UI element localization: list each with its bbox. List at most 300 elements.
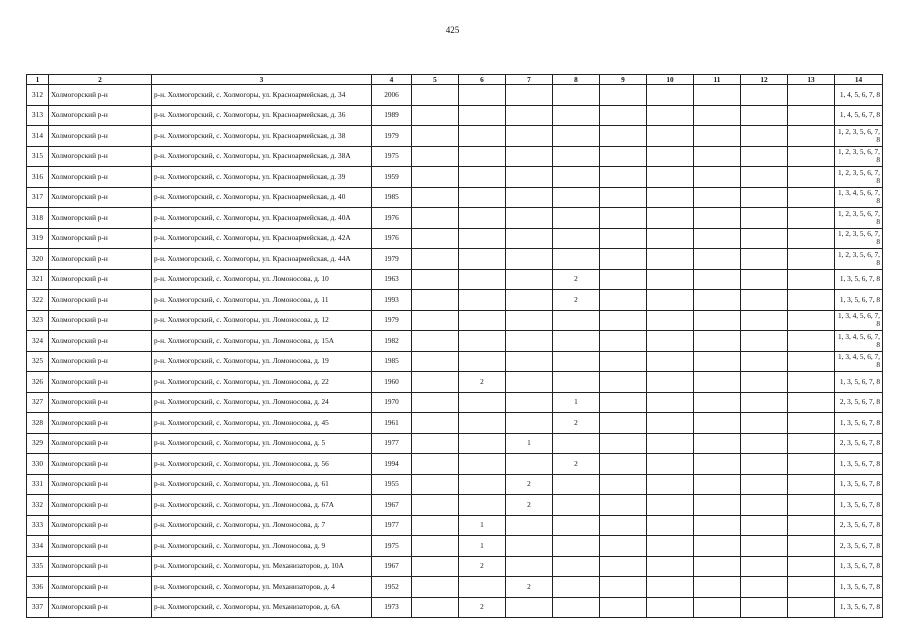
col-8-cell: [553, 495, 600, 516]
year-built-cell: 1979: [372, 126, 412, 147]
col-12-cell: [741, 290, 788, 311]
table-row: [27, 167, 883, 188]
col-11-cell: [694, 433, 741, 454]
col-5-cell: [412, 577, 459, 598]
year-built-cell: 1975: [372, 536, 412, 557]
col-7-cell: [506, 146, 553, 167]
address-cell: р-н. Холмогорский, с. Холмогоры, ул. Красноармейская, д. 34: [152, 85, 372, 106]
col-7-cell: [506, 269, 553, 290]
district-cell: Холмогорский р-н: [49, 208, 152, 229]
col-6-cell: 2: [459, 597, 506, 618]
column-header-9: 9: [600, 75, 647, 85]
col-10-cell: [647, 454, 694, 475]
col-10-cell: [647, 433, 694, 454]
year-built-cell: 1989: [372, 105, 412, 126]
col-9-cell: [600, 372, 647, 393]
col-5-cell: [412, 228, 459, 249]
col-12-cell: [741, 454, 788, 475]
district-cell: Холмогорский р-н: [49, 167, 152, 188]
col-12-cell: [741, 474, 788, 495]
table-row: [27, 269, 883, 290]
col-9-cell: [600, 351, 647, 372]
col-7-cell: [506, 228, 553, 249]
col-13-cell: [788, 269, 835, 290]
col-5-cell: [412, 433, 459, 454]
criteria-list-cell: 1, 3, 4, 5, 6, 7, 8: [835, 331, 883, 352]
col-5-cell: [412, 597, 459, 618]
year-built-cell: 1993: [372, 290, 412, 311]
row-number-cell: 317: [27, 187, 49, 208]
address-cell: р-н. Холмогорский, с. Холмогоры, ул. Механизаторов, д. 6А: [152, 597, 372, 618]
col-8-cell: [553, 474, 600, 495]
col-5-cell: [412, 413, 459, 434]
col-7-cell: [506, 105, 553, 126]
column-header-11: 11: [694, 75, 741, 85]
col-11-cell: [694, 249, 741, 270]
col-12-cell: [741, 433, 788, 454]
criteria-list-cell: 1, 3, 5, 6, 7, 8: [835, 269, 883, 290]
col-12-cell: [741, 495, 788, 516]
col-12-cell: [741, 372, 788, 393]
col-7-cell: [506, 85, 553, 106]
col-6-cell: [459, 474, 506, 495]
col-13-cell: [788, 556, 835, 577]
col-13-cell: [788, 392, 835, 413]
table-row: [27, 392, 883, 413]
row-number-cell: 319: [27, 228, 49, 249]
col-6-cell: [459, 105, 506, 126]
year-built-cell: 1975: [372, 146, 412, 167]
col-9-cell: [600, 167, 647, 188]
district-cell: Холмогорский р-н: [49, 474, 152, 495]
col-10-cell: [647, 105, 694, 126]
col-7-cell: [506, 413, 553, 434]
col-13-cell: [788, 495, 835, 516]
col-5-cell: [412, 351, 459, 372]
col-11-cell: [694, 536, 741, 557]
col-12-cell: [741, 515, 788, 536]
address-cell: р-н. Холмогорский, с. Холмогоры, ул. Ломоносова, д. 5: [152, 433, 372, 454]
col-6-cell: [459, 228, 506, 249]
address-cell: р-н. Холмогорский, с. Холмогоры, ул. Механизаторов, д. 10А: [152, 556, 372, 577]
col-13-cell: [788, 228, 835, 249]
column-header-10: 10: [647, 75, 694, 85]
col-5-cell: [412, 249, 459, 270]
col-11-cell: [694, 577, 741, 598]
address-cell: р-н. Холмогорский, с. Холмогоры, ул. Ломоносова, д. 10: [152, 269, 372, 290]
col-9-cell: [600, 597, 647, 618]
address-cell: р-н. Холмогорский, с. Холмогоры, ул. Ломоносова, д. 24: [152, 392, 372, 413]
district-cell: Холмогорский р-н: [49, 310, 152, 331]
col-11-cell: [694, 413, 741, 434]
criteria-list-cell: 1, 3, 5, 6, 7, 8: [835, 495, 883, 516]
row-number-cell: 316: [27, 167, 49, 188]
col-10-cell: [647, 556, 694, 577]
col-8-cell: [553, 208, 600, 229]
address-cell: р-н. Холмогорский, с. Холмогоры, ул. Красноармейская, д. 38А: [152, 146, 372, 167]
col-8-cell: [553, 433, 600, 454]
col-13-cell: [788, 577, 835, 598]
table-row: [27, 331, 883, 352]
col-6-cell: [459, 310, 506, 331]
col-5-cell: [412, 495, 459, 516]
district-cell: Холмогорский р-н: [49, 187, 152, 208]
table-row: [27, 556, 883, 577]
col-10-cell: [647, 515, 694, 536]
criteria-list-cell: 1, 3, 5, 6, 7, 8: [835, 556, 883, 577]
col-12-cell: [741, 228, 788, 249]
row-number-cell: 325: [27, 351, 49, 372]
col-13-cell: [788, 167, 835, 188]
col-12-cell: [741, 85, 788, 106]
col-10-cell: [647, 85, 694, 106]
col-5-cell: [412, 126, 459, 147]
col-6-cell: [459, 290, 506, 311]
col-8-cell: [553, 187, 600, 208]
col-11-cell: [694, 105, 741, 126]
column-header-14: 14: [835, 75, 883, 85]
col-7-cell: [506, 208, 553, 229]
col-5-cell: [412, 474, 459, 495]
col-7-cell: [506, 454, 553, 475]
col-8-cell: [553, 577, 600, 598]
district-cell: Холмогорский р-н: [49, 392, 152, 413]
row-number-cell: 324: [27, 331, 49, 352]
col-11-cell: [694, 126, 741, 147]
address-cell: р-н. Холмогорский, с. Холмогоры, ул. Ломоносова, д. 9: [152, 536, 372, 557]
col-8-cell: [553, 536, 600, 557]
col-9-cell: [600, 577, 647, 598]
col-6-cell: [459, 208, 506, 229]
col-10-cell: [647, 536, 694, 557]
table-row: [27, 290, 883, 311]
col-11-cell: [694, 372, 741, 393]
row-number-cell: 314: [27, 126, 49, 147]
col-11-cell: [694, 351, 741, 372]
col-13-cell: [788, 597, 835, 618]
col-5-cell: [412, 290, 459, 311]
table-row: [27, 105, 883, 126]
table-row: [27, 126, 883, 147]
page-number: 425: [445, 25, 460, 35]
criteria-list-cell: 1, 3, 5, 6, 7, 8: [835, 413, 883, 434]
col-6-cell: [459, 126, 506, 147]
criteria-list-cell: 1, 3, 5, 6, 7, 8: [835, 290, 883, 311]
col-9-cell: [600, 269, 647, 290]
col-5-cell: [412, 187, 459, 208]
col-6-cell: 2: [459, 556, 506, 577]
table-row: [27, 536, 883, 557]
col-9-cell: [600, 290, 647, 311]
address-cell: р-н. Холмогорский, с. Холмогоры, ул. Ломоносова, д. 56: [152, 454, 372, 475]
col-8-cell: [553, 597, 600, 618]
row-number-cell: 331: [27, 474, 49, 495]
table-body: [27, 85, 883, 618]
table-row: [27, 577, 883, 598]
district-cell: Холмогорский р-н: [49, 126, 152, 147]
criteria-list-cell: 1, 2, 3, 5, 6, 7, 8: [835, 249, 883, 270]
col-6-cell: 2: [459, 372, 506, 393]
col-6-cell: [459, 85, 506, 106]
col-10-cell: [647, 187, 694, 208]
col-8-cell: [553, 310, 600, 331]
col-11-cell: [694, 556, 741, 577]
col-9-cell: [600, 105, 647, 126]
row-number-cell: 315: [27, 146, 49, 167]
col-9-cell: [600, 249, 647, 270]
row-number-cell: 320: [27, 249, 49, 270]
col-13-cell: [788, 474, 835, 495]
col-9-cell: [600, 146, 647, 167]
col-5-cell: [412, 454, 459, 475]
criteria-list-cell: 1, 2, 3, 5, 6, 7, 8: [835, 228, 883, 249]
criteria-list-cell: 1, 4, 5, 6, 7, 8: [835, 85, 883, 106]
col-12-cell: [741, 146, 788, 167]
row-number-cell: 330: [27, 454, 49, 475]
col-10-cell: [647, 495, 694, 516]
year-built-cell: 1960: [372, 372, 412, 393]
col-8-cell: [553, 372, 600, 393]
criteria-list-cell: 1, 3, 5, 6, 7, 8: [835, 474, 883, 495]
address-cell: р-н. Холмогорский, с. Холмогоры, ул. Красноармейская, д. 44А: [152, 249, 372, 270]
col-10-cell: [647, 392, 694, 413]
address-cell: р-н. Холмогорский, с. Холмогоры, ул. Ломоносова, д. 61: [152, 474, 372, 495]
row-number-cell: 328: [27, 413, 49, 434]
col-9-cell: [600, 413, 647, 434]
col-11-cell: [694, 310, 741, 331]
col-13-cell: [788, 187, 835, 208]
col-11-cell: [694, 187, 741, 208]
col-7-cell: [506, 556, 553, 577]
col-9-cell: [600, 331, 647, 352]
col-9-cell: [600, 495, 647, 516]
criteria-list-cell: 2, 3, 5, 6, 7, 8: [835, 392, 883, 413]
district-cell: Холмогорский р-н: [49, 577, 152, 598]
column-header-12: 12: [741, 75, 788, 85]
col-9-cell: [600, 187, 647, 208]
year-built-cell: 1977: [372, 515, 412, 536]
district-cell: Холмогорский р-н: [49, 433, 152, 454]
criteria-list-cell: 2, 3, 5, 6, 7, 8: [835, 536, 883, 557]
col-13-cell: [788, 351, 835, 372]
col-5-cell: [412, 392, 459, 413]
col-13-cell: [788, 126, 835, 147]
table-row: [27, 433, 883, 454]
col-10-cell: [647, 290, 694, 311]
column-header-2: 2: [49, 75, 152, 85]
col-8-cell: [553, 556, 600, 577]
col-13-cell: [788, 146, 835, 167]
col-10-cell: [647, 597, 694, 618]
table-row: [27, 495, 883, 516]
col-6-cell: [459, 495, 506, 516]
criteria-list-cell: 1, 2, 3, 5, 6, 7, 8: [835, 126, 883, 147]
col-13-cell: [788, 515, 835, 536]
col-5-cell: [412, 105, 459, 126]
col-7-cell: [506, 515, 553, 536]
col-8-cell: [553, 228, 600, 249]
col-12-cell: [741, 392, 788, 413]
table-row: [27, 515, 883, 536]
table-row: [27, 351, 883, 372]
col-10-cell: [647, 249, 694, 270]
col-9-cell: [600, 228, 647, 249]
criteria-list-cell: 1, 3, 4, 5, 6, 7, 8: [835, 310, 883, 331]
col-8-cell: [553, 105, 600, 126]
address-cell: р-н. Холмогорский, с. Холмогоры, ул. Ломоносова, д. 45: [152, 413, 372, 434]
address-cell: р-н. Холмогорский, с. Холмогоры, ул. Ломоносова, д. 67А: [152, 495, 372, 516]
row-number-cell: 333: [27, 515, 49, 536]
table-row: [27, 228, 883, 249]
col-9-cell: [600, 474, 647, 495]
row-number-cell: 313: [27, 105, 49, 126]
criteria-list-cell: 2, 3, 5, 6, 7, 8: [835, 433, 883, 454]
district-cell: Холмогорский р-н: [49, 597, 152, 618]
table-row: [27, 208, 883, 229]
col-10-cell: [647, 146, 694, 167]
col-11-cell: [694, 167, 741, 188]
col-11-cell: [694, 85, 741, 106]
address-cell: р-н. Холмогорский, с. Холмогоры, ул. Красноармейская, д. 38: [152, 126, 372, 147]
criteria-list-cell: 1, 2, 3, 5, 6, 7, 8: [835, 146, 883, 167]
col-5-cell: [412, 556, 459, 577]
col-8-cell: 2: [553, 413, 600, 434]
col-7-cell: [506, 310, 553, 331]
criteria-list-cell: 1, 3, 5, 6, 7, 8: [835, 597, 883, 618]
col-7-cell: [506, 187, 553, 208]
address-cell: р-н. Холмогорский, с. Холмогоры, ул. Ломоносова, д. 7: [152, 515, 372, 536]
col-13-cell: [788, 290, 835, 311]
col-9-cell: [600, 126, 647, 147]
col-5-cell: [412, 167, 459, 188]
district-cell: Холмогорский р-н: [49, 454, 152, 475]
col-10-cell: [647, 413, 694, 434]
col-12-cell: [741, 126, 788, 147]
col-5-cell: [412, 146, 459, 167]
col-10-cell: [647, 126, 694, 147]
district-cell: Холмогорский р-н: [49, 351, 152, 372]
col-11-cell: [694, 269, 741, 290]
col-11-cell: [694, 495, 741, 516]
col-9-cell: [600, 85, 647, 106]
col-8-cell: 2: [553, 454, 600, 475]
year-built-cell: 1979: [372, 249, 412, 270]
col-11-cell: [694, 515, 741, 536]
year-built-cell: 1976: [372, 228, 412, 249]
col-7-cell: 2: [506, 577, 553, 598]
col-5-cell: [412, 208, 459, 229]
col-6-cell: [459, 577, 506, 598]
col-12-cell: [741, 331, 788, 352]
address-cell: р-н. Холмогорский, с. Холмогоры, ул. Ломоносова, д. 12: [152, 310, 372, 331]
col-11-cell: [694, 228, 741, 249]
col-7-cell: [506, 536, 553, 557]
col-12-cell: [741, 556, 788, 577]
col-9-cell: [600, 392, 647, 413]
year-built-cell: 1982: [372, 331, 412, 352]
col-6-cell: [459, 269, 506, 290]
district-cell: Холмогорский р-н: [49, 556, 152, 577]
col-10-cell: [647, 372, 694, 393]
district-cell: Холмогорский р-н: [49, 331, 152, 352]
address-cell: р-н. Холмогорский, с. Холмогоры, ул. Ломоносова, д. 11: [152, 290, 372, 311]
col-10-cell: [647, 228, 694, 249]
district-cell: Холмогорский р-н: [49, 413, 152, 434]
col-11-cell: [694, 331, 741, 352]
col-11-cell: [694, 474, 741, 495]
district-cell: Холмогорский р-н: [49, 372, 152, 393]
col-6-cell: [459, 454, 506, 475]
col-12-cell: [741, 167, 788, 188]
column-header-5: 5: [412, 75, 459, 85]
column-header-6: 6: [459, 75, 506, 85]
col-8-cell: [553, 331, 600, 352]
district-cell: Холмогорский р-н: [49, 536, 152, 557]
row-number-cell: 327: [27, 392, 49, 413]
col-13-cell: [788, 372, 835, 393]
district-cell: Холмогорский р-н: [49, 249, 152, 270]
col-5-cell: [412, 536, 459, 557]
col-6-cell: [459, 331, 506, 352]
col-12-cell: [741, 249, 788, 270]
column-header-1: 1: [27, 75, 49, 85]
col-7-cell: [506, 392, 553, 413]
address-cell: р-н. Холмогорский, с. Холмогоры, ул. Красноармейская, д. 40: [152, 187, 372, 208]
col-10-cell: [647, 208, 694, 229]
year-built-cell: 1979: [372, 310, 412, 331]
col-7-cell: [506, 249, 553, 270]
criteria-list-cell: 1, 4, 5, 6, 7, 8: [835, 105, 883, 126]
table-row: [27, 454, 883, 475]
row-number-cell: 332: [27, 495, 49, 516]
col-12-cell: [741, 597, 788, 618]
criteria-list-cell: 1, 3, 4, 5, 6, 7, 8: [835, 187, 883, 208]
district-cell: Холмогорский р-н: [49, 228, 152, 249]
district-cell: Холмогорский р-н: [49, 290, 152, 311]
table-row: [27, 597, 883, 618]
col-6-cell: 1: [459, 515, 506, 536]
col-6-cell: [459, 351, 506, 372]
col-7-cell: [506, 331, 553, 352]
column-header-4: 4: [372, 75, 412, 85]
col-10-cell: [647, 351, 694, 372]
col-9-cell: [600, 556, 647, 577]
criteria-list-cell: 1, 3, 5, 6, 7, 8: [835, 577, 883, 598]
col-12-cell: [741, 187, 788, 208]
table-row: [27, 413, 883, 434]
col-5-cell: [412, 372, 459, 393]
col-13-cell: [788, 536, 835, 557]
col-7-cell: [506, 167, 553, 188]
col-7-cell: 2: [506, 495, 553, 516]
year-built-cell: 1952: [372, 577, 412, 598]
table-row: [27, 310, 883, 331]
col-6-cell: [459, 433, 506, 454]
row-number-cell: 321: [27, 269, 49, 290]
col-11-cell: [694, 208, 741, 229]
column-header-8: 8: [553, 75, 600, 85]
col-5-cell: [412, 515, 459, 536]
col-13-cell: [788, 331, 835, 352]
col-12-cell: [741, 105, 788, 126]
criteria-list-cell: 1, 2, 3, 5, 6, 7, 8: [835, 208, 883, 229]
col-13-cell: [788, 208, 835, 229]
col-7-cell: [506, 597, 553, 618]
table-row: [27, 249, 883, 270]
year-built-cell: 2006: [372, 85, 412, 106]
col-10-cell: [647, 310, 694, 331]
col-7-cell: 2: [506, 474, 553, 495]
